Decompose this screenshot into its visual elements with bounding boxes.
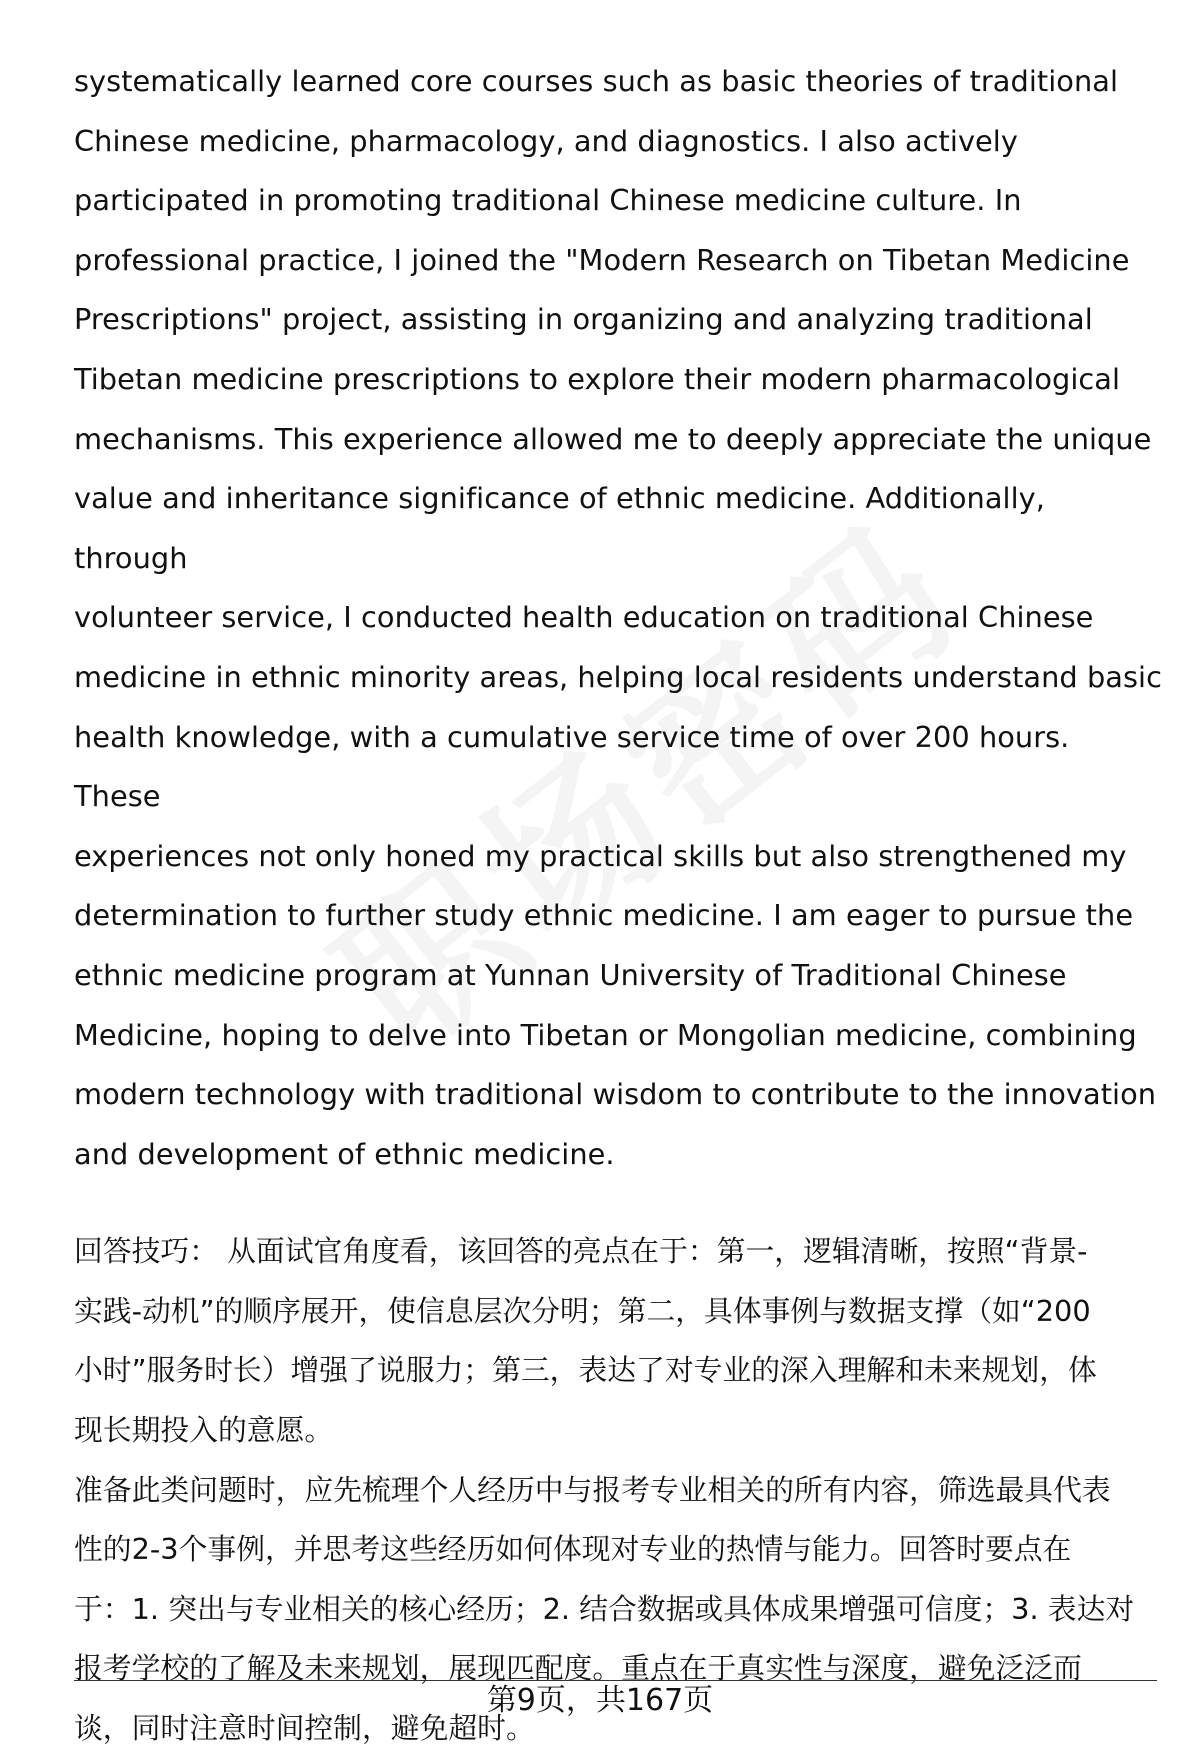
english-answer-line: professional practice, I joined the "Modern Research on Tibetan Medicine — [74, 242, 1130, 277]
answer-tips-line: 现长期投入的意愿。 — [74, 1413, 334, 1448]
english-answer-line: ethnic medicine program at Yunnan University of Traditional Chinese — [74, 957, 1067, 992]
answer-tips-line: 回答技巧： 从面试官角度看，该回答的亮点在于：第一，逻辑清晰，按照“背景- — [74, 1234, 1088, 1269]
english-answer-paragraph — [74, 52, 1164, 1184]
preparation-advice-line: 于：1. 突出与专业相关的核心经历；2. 结合数据或具体成果增强可信度；3. 表达对 — [74, 1591, 1135, 1626]
english-answer-line: medicine in ethnic minority areas, helping local residents understand basic — [74, 659, 1162, 694]
english-answer-line: participated in promoting traditional Chinese medicine culture. In — [74, 183, 1022, 218]
preparation-advice-line: 性的2-3个事例，并思考这些经历如何体现对专业的热情与能力。回答时要点在 — [74, 1532, 1072, 1567]
english-answer-line: volunteer service, I conducted health education on traditional Chinese — [74, 600, 1094, 635]
english-answer-line: mechanisms. This experience allowed me to deeply appreciate the unique — [74, 421, 1152, 456]
english-answer-line: determination to further study ethnic medicine. I am eager to pursue the — [74, 898, 1134, 933]
english-answer-line: systematically learned core courses such as basic theories of traditional — [74, 64, 1118, 98]
page-number: 第9页，共167页 — [486, 1683, 714, 1718]
answer-tips-line: 实践-动机”的顺序展开，使信息层次分明；第二，具体事例与数据支撑（如“200 — [74, 1293, 1091, 1328]
english-answer-line: modern technology with traditional wisdom to contribute to the innovation — [74, 1077, 1157, 1112]
answer-tips-line: 小时”服务时长）增强了说服力；第三，表达了对专业的深入理解和未来规划，体 — [74, 1353, 1097, 1388]
english-answer-line: Medicine, hoping to delve into Tibetan or Mongolian medicine, combining — [74, 1017, 1137, 1052]
page-content — [74, 52, 1164, 1759]
english-answer-line: Prescriptions" project, assisting in organizing and analyzing traditional — [74, 302, 1093, 337]
english-answer-line: value and inheritance significance of ethnic medicine. Additionally, through — [74, 481, 1045, 575]
preparation-advice-line: 谈，同时注意时间控制，避免超时。 — [74, 1711, 535, 1746]
english-answer-line: Tibetan medicine prescriptions to explore their modern pharmacological — [74, 361, 1121, 396]
english-answer-line: health knowledge, with a cumulative service time of over 200 hours. These — [74, 719, 1070, 814]
preparation-advice-line: 准备此类问题时，应先梳理个人经历中与报考专业相关的所有内容，筛选最具代表 — [74, 1472, 1111, 1507]
english-answer-line: and development of ethnic medicine. — [74, 1136, 615, 1171]
preparation-advice-line: 报考学校的了解及未来规划，展现匹配度。重点在于真实性与深度，避免泛泛而 — [74, 1651, 1082, 1686]
english-answer-line: Chinese medicine, pharmacology, and diagnostics. I also actively — [74, 123, 1018, 158]
english-answer-line: experiences not only honed my practical skills but also strengthened my — [74, 838, 1127, 873]
answer-tips-paragraph — [74, 1222, 1164, 1460]
